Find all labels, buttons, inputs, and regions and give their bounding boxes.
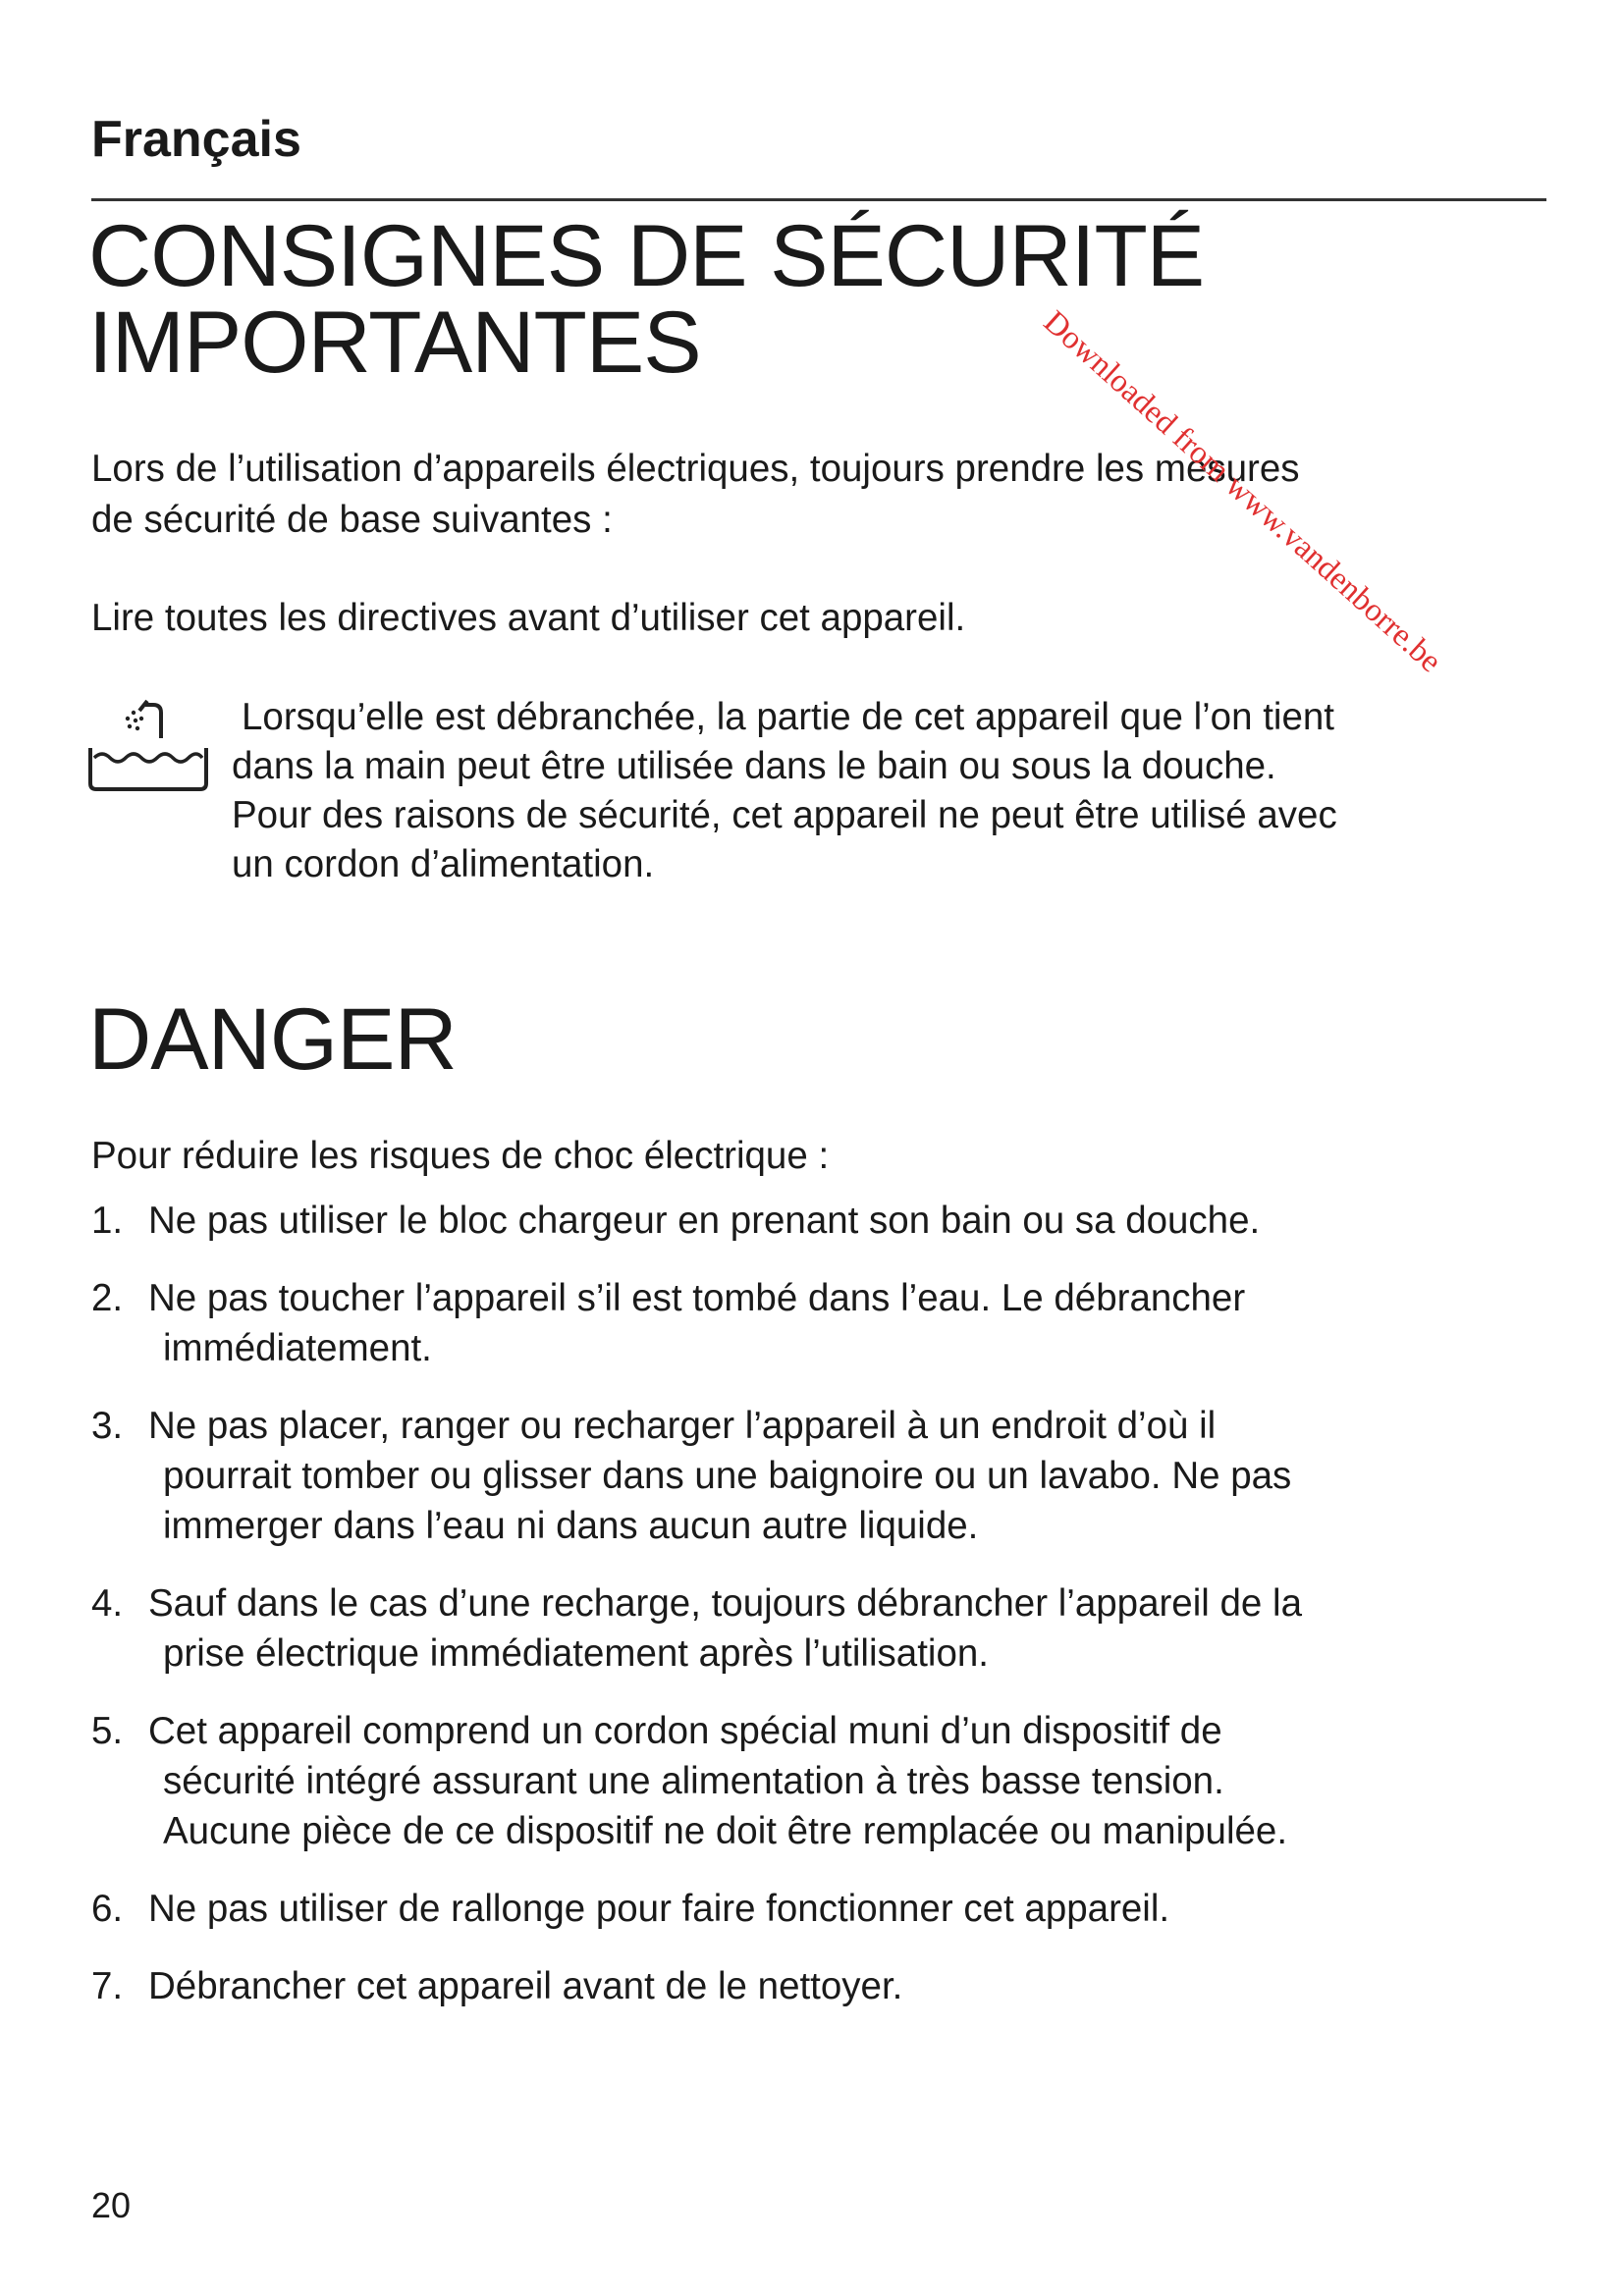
list-item-text: pourrait tomber ou glisser dans une baignoire ou un lavabo. Ne pas xyxy=(163,1455,1292,1497)
list-item-number: 1. xyxy=(91,1200,124,1242)
page-title xyxy=(88,206,1205,391)
list-item xyxy=(91,1578,1554,1679)
page-title-line-1: CONSIGNES DE SÉCURITÉ xyxy=(88,206,1205,304)
danger-lead: Pour réduire les risques de choc électrique : xyxy=(91,1135,830,1177)
intro-paragraph xyxy=(91,444,1564,546)
bath-notice-line-1: Lorsqu’elle est débranchée, la partie de cet appareil que l’on tient xyxy=(242,696,1334,738)
intro-line-2: de sécurité de base suivantes : xyxy=(91,499,613,541)
intro-line-1: Lors de l’utilisation d’appareils électriques, toujours prendre les mesures xyxy=(91,448,1300,490)
list-item xyxy=(91,1196,1554,1246)
list-item-text: Débrancher cet appareil avant de le nettoyer. xyxy=(148,1965,903,2007)
bath-notice-paragraph xyxy=(232,693,1547,889)
bath-notice-line-3: Pour des raisons de sécurité, cet appareil ne peut être utilisé avec xyxy=(232,794,1337,836)
bath-shower-icon xyxy=(86,699,210,805)
list-item-text: Aucune pièce de ce dispositif ne doit être remplacée ou manipulée. xyxy=(163,1810,1288,1852)
language-label: Français xyxy=(91,111,301,168)
list-item-number: 2. xyxy=(91,1277,124,1319)
list-item-number: 4. xyxy=(91,1582,124,1625)
header-divider xyxy=(91,198,1546,201)
list-item-number: 7. xyxy=(91,1965,124,2007)
list-item-text: Ne pas toucher l’appareil s’il est tombé dans l’eau. Le débrancher xyxy=(148,1277,1246,1319)
list-item xyxy=(91,1961,1554,2011)
danger-heading: DANGER xyxy=(88,989,457,1088)
list-item-text: immédiatement. xyxy=(163,1327,432,1369)
page-title-line-2: IMPORTANTES xyxy=(88,293,701,391)
list-item-text: sécurité intégré assurant une alimentation à très basse tension. xyxy=(163,1760,1224,1802)
list-item-text: Ne pas placer, ranger ou recharger l’appareil à un endroit d’où il xyxy=(148,1405,1217,1447)
page-number: 20 xyxy=(91,2185,132,2225)
list-item xyxy=(91,1401,1554,1551)
list-item xyxy=(91,1273,1554,1373)
list-item-text: Cet appareil comprend un cordon spécial muni d’un dispositif de xyxy=(148,1710,1222,1752)
download-watermark: Downloaded from www.vandenborre.be xyxy=(1036,304,1448,680)
list-item-number: 6. xyxy=(91,1888,124,1930)
danger-list xyxy=(91,1196,1554,2039)
list-item-text: immerger dans l’eau ni dans aucun autre liquide. xyxy=(163,1505,979,1547)
list-item xyxy=(91,1706,1554,1856)
list-item xyxy=(91,1884,1554,1934)
bath-notice-line-4: un cordon d’alimentation. xyxy=(232,843,655,885)
list-item-number: 3. xyxy=(91,1405,124,1447)
list-item-text: Sauf dans le cas d’une recharge, toujours débrancher l’appareil de la xyxy=(148,1582,1303,1625)
list-item-number: 5. xyxy=(91,1710,124,1752)
list-item-text: Ne pas utiliser de rallonge pour faire fonctionner cet appareil. xyxy=(148,1888,1170,1930)
list-item-text: Ne pas utiliser le bloc chargeur en prenant son bain ou sa douche. xyxy=(148,1200,1261,1242)
list-item-text: prise électrique immédiatement après l’utilisation. xyxy=(163,1632,989,1675)
bath-notice-line-2: dans la main peut être utilisée dans le bain ou sous la douche. xyxy=(232,745,1276,787)
directive-paragraph: Lire toutes les directives avant d’utiliser cet appareil. xyxy=(91,597,966,639)
